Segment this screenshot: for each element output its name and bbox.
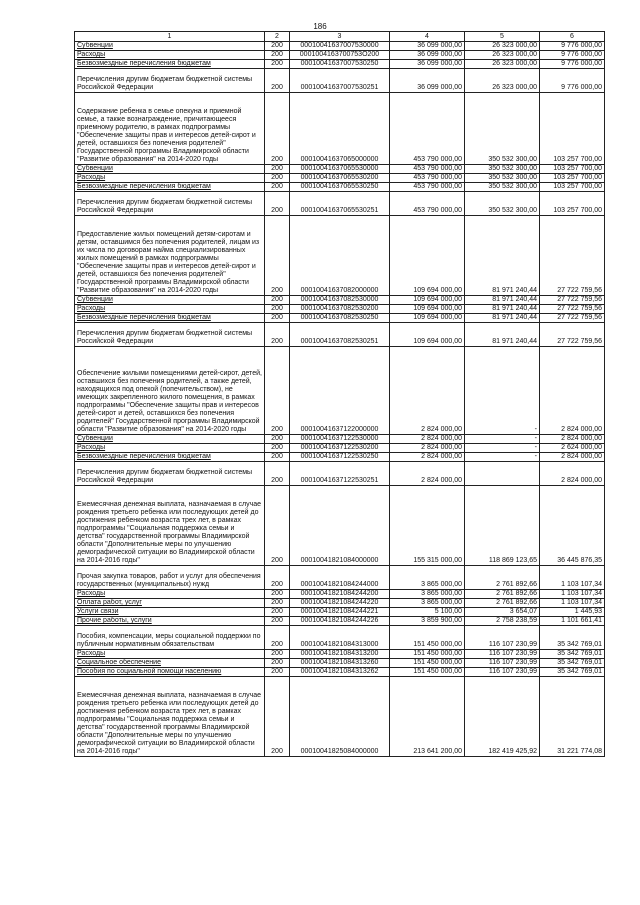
row-budget-code-cell: 00010041637082530250 [290,314,390,323]
row-line-code-cell: 200 [265,659,290,668]
row-approved-cell: 2 824 000,00 [390,435,465,444]
row-budget-code-cell: 00010041821084244000 [290,566,390,590]
row-executed-cell [465,462,540,486]
row-budget-code-cell: 00010041637082530200 [290,305,390,314]
table-row [75,462,605,486]
row-name-cell: Обеспечение жилыми помещениями детей-сирот, детей, оставшихся без попечения родителей, а также детей, находящихся под опекой (попечительством), не имеющих закрепленного жилого помещения, в рамках подпрограммы "Обеспечение защиты прав и интересов детей-сирот и детей, оставшихся без попечения родителей" Государственной программы Владимирской области "Развитие образования" на 2014-2020 годы [75,347,265,435]
table-row [75,608,605,617]
table-row [75,668,605,677]
row-executed-cell: 81 971 240,44 [465,323,540,347]
table-row [75,296,605,305]
row-line-code-cell: 200 [265,216,290,296]
row-line-code-cell: 200 [265,51,290,60]
row-budget-code-cell: 00010041637082530000 [290,296,390,305]
row-approved-cell: 109 694 000,00 [390,323,465,347]
row-line-code-cell: 200 [265,486,290,566]
table-row [75,51,605,60]
page-number: 186 [313,22,327,31]
row-budget-code-cell: 0001004163700753O200 [290,51,390,60]
row-executed-cell: - [465,347,540,435]
row-executed-cell: 81 971 240,44 [465,296,540,305]
row-name-cell: Расходы [75,305,265,314]
row-unexecuted-cell: 31 221 774,08 [540,677,605,757]
row-name-cell: Содержание ребенка в семье опекуна и приемной семье, а также вознаграждение, причитающееся приемному родителю, в рамках подпрограммы "Обеспечение защиты прав и интересов детей-сирот и детей, оставшихся без попечения родителей" Государственной программы Владимирской области "Развитие образования" на 2014-2020 годы [75,93,265,165]
row-line-code-cell: 200 [265,608,290,617]
row-unexecuted-cell: 1 103 107,34 [540,590,605,599]
row-budget-code-cell: 00010041637065530000 [290,165,390,174]
row-line-code-cell: 200 [265,590,290,599]
row-approved-cell: 151 450 000,00 [390,659,465,668]
row-name-cell: Прочие работы, услуги [75,617,265,626]
row-name-cell: Субвенции [75,42,265,51]
table-row [75,444,605,453]
row-budget-code-cell: 00010041637007530251 [290,69,390,93]
row-budget-code-cell: 00010041637122530251 [290,462,390,486]
row-line-code-cell: 200 [265,462,290,486]
row-unexecuted-cell: 35 342 769,01 [540,650,605,659]
row-unexecuted-cell: 2 824 000,00 [540,462,605,486]
row-unexecuted-cell: 103 257 700,00 [540,192,605,216]
row-line-code-cell: 200 [265,192,290,216]
row-budget-code-cell: 00010041637065000000 [290,93,390,165]
row-executed-cell: 81 971 240,44 [465,314,540,323]
row-name-cell: Прочая закупка товаров, работ и услуг для обеспечения государственных (муниципальных) нужд [75,566,265,590]
row-executed-cell: 2 761 892,66 [465,599,540,608]
row-approved-cell: 109 694 000,00 [390,296,465,305]
row-executed-cell: - [465,435,540,444]
row-unexecuted-cell: 27 722 759,56 [540,305,605,314]
row-unexecuted-cell: 103 257 700,00 [540,165,605,174]
row-executed-cell: 26 323 000,00 [465,60,540,69]
column-header: 1 [75,32,265,42]
row-line-code-cell: 200 [265,314,290,323]
row-executed-cell: 81 971 240,44 [465,216,540,296]
row-unexecuted-cell: 2 824 000,00 [540,347,605,435]
row-budget-code-cell: 00010041821084244221 [290,608,390,617]
row-unexecuted-cell: 35 342 769,01 [540,659,605,668]
row-name-cell: Расходы [75,51,265,60]
row-budget-code-cell: 00010041637122530250 [290,453,390,462]
table-row [75,650,605,659]
row-budget-code-cell: 00010041821084313262 [290,668,390,677]
row-approved-cell: 453 790 000,00 [390,93,465,165]
row-budget-code-cell: 00010041821084313200 [290,650,390,659]
row-name-cell: Предоставление жилых помещений детям-сиротам и детям, оставшимся без попечения родителей, лицам из их числа по договорам найма специализированных жилых помещений в рамках подпрограммы "Обеспечение защиты прав и интересов детей-сирот и детей, оставшихся без попечения родителей" Государственной программы Владимирской области "Развитие образования" на 2014-2020 годы [75,216,265,296]
row-approved-cell: 36 099 000,00 [390,51,465,60]
row-unexecuted-cell: 2 624 000,00 [540,444,605,453]
row-executed-cell: 2 761 892,66 [465,566,540,590]
row-budget-code-cell: 00010041825084000000 [290,677,390,757]
row-name-cell: Перечисления другим бюджетам бюджетной системы Российской Федерации [75,69,265,93]
row-name-cell: Перечисления другим бюджетам бюджетной системы Российской Федерации [75,192,265,216]
row-budget-code-cell: 00010041637065530251 [290,192,390,216]
row-budget-code-cell: 00010041637007530250 [290,60,390,69]
row-name-cell: Ежемесячная денежная выплата, назначаемая в случае рождения третьего ребенка или последующих детей до достижения ребенком возраста трех лет, в рамках подпрограммы "Социальная поддержка семьи и детства" государственной программы Владимирской области "Дополнительные меры по улучшению демографической ситуации во Владимирской области на 2014-2016 годы" [75,677,265,757]
table-row [75,60,605,69]
row-executed-cell: - [465,444,540,453]
row-unexecuted-cell: 1 101 661,41 [540,617,605,626]
row-name-cell: Расходы [75,590,265,599]
row-approved-cell: 213 641 200,00 [390,677,465,757]
row-unexecuted-cell: 36 445 876,35 [540,486,605,566]
row-name-cell: Расходы [75,174,265,183]
row-line-code-cell: 200 [265,296,290,305]
row-budget-code-cell: 00010041821084244226 [290,617,390,626]
row-approved-cell: 2 824 000,00 [390,462,465,486]
row-line-code-cell: 200 [265,323,290,347]
row-executed-cell: 350 532 300,00 [465,165,540,174]
table-row [75,323,605,347]
row-executed-cell: 350 532 300,00 [465,174,540,183]
row-unexecuted-cell: 1 103 107,34 [540,599,605,608]
table-row [75,617,605,626]
column-header: 4 [390,32,465,42]
row-name-cell: Социальное обеспечение [75,659,265,668]
row-unexecuted-cell: 35 342 769,01 [540,626,605,650]
table-row [75,435,605,444]
row-line-code-cell: 200 [265,165,290,174]
row-name-cell: Оплата работ, услуг [75,599,265,608]
table-row [75,626,605,650]
table-header-row [75,32,605,42]
table-row [75,69,605,93]
row-approved-cell: 453 790 000,00 [390,174,465,183]
row-budget-code-cell: 00010041821084313260 [290,659,390,668]
row-approved-cell: 2 824 000,00 [390,347,465,435]
row-approved-cell: 36 099 000,00 [390,42,465,51]
row-name-cell: Услуги связи [75,608,265,617]
row-approved-cell: 5 100,00 [390,608,465,617]
table-row [75,659,605,668]
row-executed-cell: 116 107 230,99 [465,659,540,668]
row-name-cell: Расходы [75,650,265,659]
row-budget-code-cell: 00010041637065530200 [290,174,390,183]
row-line-code-cell: 200 [265,69,290,93]
row-budget-code-cell: 00010041637065530250 [290,183,390,192]
row-unexecuted-cell: 9 776 000,00 [540,51,605,60]
row-line-code-cell: 200 [265,183,290,192]
row-name-cell: Субвенции [75,296,265,305]
row-executed-cell: 26 323 000,00 [465,42,540,51]
row-executed-cell: 26 323 000,00 [465,51,540,60]
row-line-code-cell: 200 [265,617,290,626]
row-name-cell: Безвозмездные перечисления бюджетам [75,60,265,69]
row-line-code-cell: 200 [265,444,290,453]
row-approved-cell: 453 790 000,00 [390,165,465,174]
row-approved-cell: 3 865 000,00 [390,566,465,590]
table-row [75,677,605,757]
table-row [75,174,605,183]
row-budget-code-cell: 00010041637082530251 [290,323,390,347]
row-approved-cell: 3 865 000,00 [390,599,465,608]
table-row [75,165,605,174]
table-row [75,486,605,566]
row-approved-cell: 109 694 000,00 [390,305,465,314]
row-unexecuted-cell: 27 722 759,56 [540,216,605,296]
row-budget-code-cell: 00010041821084313000 [290,626,390,650]
row-unexecuted-cell: 35 342 769,01 [540,668,605,677]
row-unexecuted-cell: 9 776 000,00 [540,42,605,51]
row-line-code-cell: 200 [265,174,290,183]
column-header: 5 [465,32,540,42]
row-executed-cell: 116 107 230,99 [465,626,540,650]
row-budget-code-cell: 00010041637122530000 [290,435,390,444]
row-line-code-cell: 200 [265,599,290,608]
row-approved-cell: 151 450 000,00 [390,626,465,650]
row-line-code-cell: 200 [265,668,290,677]
row-approved-cell: 3 865 000,00 [390,590,465,599]
row-name-cell: Субвенции [75,435,265,444]
row-approved-cell: 36 099 000,00 [390,60,465,69]
row-executed-cell: 81 971 240,44 [465,305,540,314]
row-unexecuted-cell: 9 776 000,00 [540,69,605,93]
row-executed-cell: 350 532 300,00 [465,192,540,216]
row-name-cell: Пособия по социальной помощи населению [75,668,265,677]
row-budget-code-cell: 00010041821084244220 [290,599,390,608]
row-name-cell: Ежемесячная денежная выплата, назначаемая в случае рождения третьего ребенка или последующих детей до достижения ребенком возраста трех лет, в рамках подпрограммы "Социальная поддержка семьи и детства" государственной программы Владимирской области "Дополнительные меры по улучшению демографической ситуации во Владимирской области на 2014-2016 годы" [75,486,265,566]
row-name-cell: Перечисления другим бюджетам бюджетной системы Российской Федерации [75,462,265,486]
table-row [75,192,605,216]
row-line-code-cell: 200 [265,93,290,165]
row-line-code-cell: 200 [265,626,290,650]
row-executed-cell: 2 758 238,59 [465,617,540,626]
table-row [75,314,605,323]
row-name-cell: Безвозмездные перечисления бюджетам [75,183,265,192]
column-header: 6 [540,32,605,42]
row-budget-code-cell: 00010041821084244200 [290,590,390,599]
row-name-cell: Безвозмездные перечисления бюджетам [75,453,265,462]
row-unexecuted-cell: 27 722 759,56 [540,314,605,323]
row-executed-cell: 116 107 230,99 [465,668,540,677]
table-row [75,599,605,608]
row-unexecuted-cell: 9 776 000,00 [540,60,605,69]
row-executed-cell: 2 761 892,66 [465,590,540,599]
row-approved-cell: 2 824 000,00 [390,453,465,462]
row-unexecuted-cell: 1 445,93 [540,608,605,617]
row-approved-cell: 109 694 000,00 [390,314,465,323]
table-row [75,347,605,435]
row-approved-cell: 2 824 000,00 [390,444,465,453]
row-approved-cell: 3 859 900,00 [390,617,465,626]
budget-table [74,31,605,757]
table-row [75,566,605,590]
row-line-code-cell: 200 [265,650,290,659]
table-row [75,590,605,599]
row-approved-cell: 109 694 000,00 [390,216,465,296]
row-name-cell: Перечисления другим бюджетам бюджетной системы Российской Федерации [75,323,265,347]
row-unexecuted-cell: 27 722 759,56 [540,323,605,347]
row-budget-code-cell: 00010041637082000000 [290,216,390,296]
row-line-code-cell: 200 [265,677,290,757]
row-approved-cell: 151 450 000,00 [390,668,465,677]
row-approved-cell: 453 790 000,00 [390,183,465,192]
row-budget-code-cell: 00010041821084000000 [290,486,390,566]
row-name-cell: Безвозмездные перечисления бюджетам [75,314,265,323]
row-name-cell: Субвенции [75,165,265,174]
column-header: 2 [265,32,290,42]
row-executed-cell: 116 107 230,99 [465,650,540,659]
column-header: 3 [290,32,390,42]
row-executed-cell: 350 532 300,00 [465,93,540,165]
table-row [75,216,605,296]
row-line-code-cell: 200 [265,60,290,69]
row-unexecuted-cell: 103 257 700,00 [540,174,605,183]
row-executed-cell: 118 869 123,65 [465,486,540,566]
table-row [75,93,605,165]
row-unexecuted-cell: 103 257 700,00 [540,93,605,165]
row-executed-cell: 350 532 300,00 [465,183,540,192]
row-approved-cell: 151 450 000,00 [390,650,465,659]
row-line-code-cell: 200 [265,453,290,462]
row-approved-cell: 453 790 000,00 [390,192,465,216]
row-line-code-cell: 200 [265,435,290,444]
row-line-code-cell: 200 [265,566,290,590]
row-line-code-cell: 200 [265,305,290,314]
row-line-code-cell: 200 [265,347,290,435]
row-unexecuted-cell: 103 257 700,00 [540,183,605,192]
row-line-code-cell: 200 [265,42,290,51]
row-executed-cell: 182 419 425,92 [465,677,540,757]
row-unexecuted-cell: 1 103 107,34 [540,566,605,590]
row-unexecuted-cell: 2 824 000,00 [540,435,605,444]
table-row [75,42,605,51]
table-row [75,183,605,192]
row-executed-cell: 26 323 000,00 [465,69,540,93]
row-approved-cell: 36 099 000,00 [390,69,465,93]
row-approved-cell: 155 315 000,00 [390,486,465,566]
row-budget-code-cell: 00010041637122000000 [290,347,390,435]
row-unexecuted-cell: 2 824 000,00 [540,453,605,462]
row-budget-code-cell: 000100416370075З0000 [290,42,390,51]
table-row [75,305,605,314]
row-name-cell: Расходы [75,444,265,453]
row-unexecuted-cell: 27 722 759,56 [540,296,605,305]
table-body [75,42,605,757]
row-name-cell: Пособия, компенсации, меры социальной поддержки по публичным нормативным обязательствам [75,626,265,650]
table-row [75,453,605,462]
row-budget-code-cell: 00010041637122530200 [290,444,390,453]
row-executed-cell: 3 654,07 [465,608,540,617]
row-executed-cell: - [465,453,540,462]
